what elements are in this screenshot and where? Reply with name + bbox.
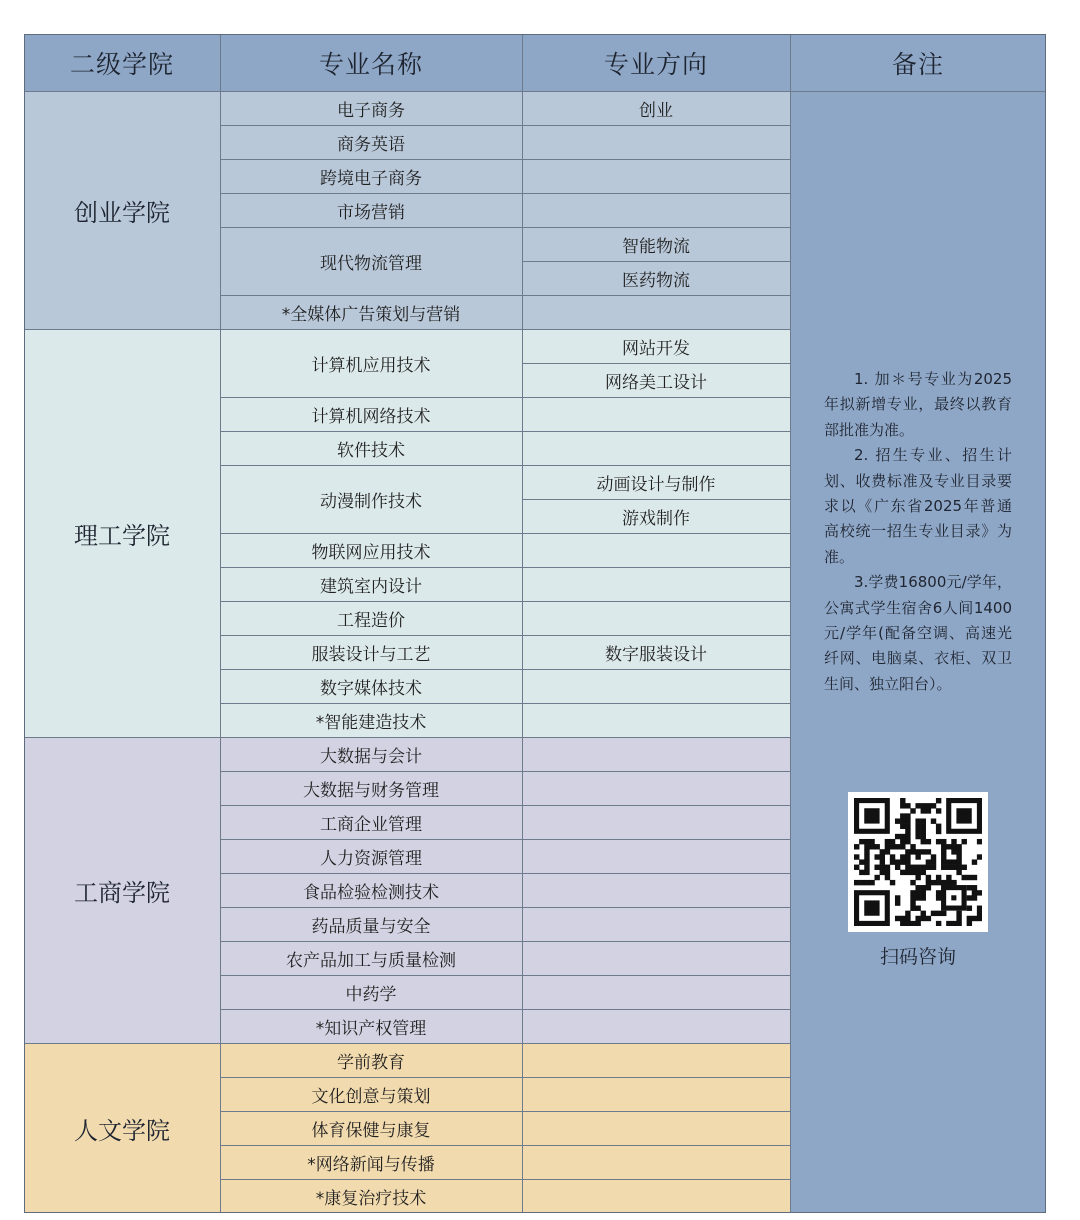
enrollment-table [24, 34, 1046, 1213]
major-name-cell: 中药学 [220, 975, 522, 1009]
major-name-cell: 商务英语 [220, 125, 522, 159]
header-notes: 备注 [790, 34, 1046, 91]
major-name-cell: 现代物流管理 [220, 227, 522, 295]
direction-cell: 游戏制作 [522, 499, 790, 533]
college-name-cell: 创业学院 [24, 91, 220, 329]
direction-cell: 网站开发 [522, 329, 790, 363]
header-direction: 专业方向 [522, 34, 790, 91]
major-name-cell: 计算机应用技术 [220, 329, 522, 397]
major-name-cell: *智能建造技术 [220, 703, 522, 737]
major-name-cell: 人力资源管理 [220, 839, 522, 873]
major-name-cell: 计算机网络技术 [220, 397, 522, 431]
major-name-cell: 大数据与财务管理 [220, 771, 522, 805]
major-name-cell: *网络新闻与传播 [220, 1145, 522, 1179]
major-name-cell: 药品质量与安全 [220, 907, 522, 941]
major-name-cell: 工商企业管理 [220, 805, 522, 839]
direction-cell: 智能物流 [522, 227, 790, 261]
header-major: 专业名称 [220, 34, 522, 91]
major-name-cell: *知识产权管理 [220, 1009, 522, 1043]
direction-cell: 医药物流 [522, 261, 790, 295]
major-name-cell: 体育保健与康复 [220, 1111, 522, 1145]
major-name-cell: 农产品加工与质量检测 [220, 941, 522, 975]
major-name-cell: 数字媒体技术 [220, 669, 522, 703]
major-name-cell: 软件技术 [220, 431, 522, 465]
major-name-cell: 建筑室内设计 [220, 567, 522, 601]
note-item: 1. 加＊号专业为2025年拟新增专业，最终以教育部批准为准。 [824, 370, 1012, 439]
direction-cell: 动画设计与制作 [522, 465, 790, 499]
college-name-cell: 理工学院 [24, 329, 220, 737]
major-name-cell: 跨境电子商务 [220, 159, 522, 193]
major-name-cell: 学前教育 [220, 1043, 522, 1077]
header-college: 二级学院 [24, 34, 220, 91]
major-name-cell: *康复治疗技术 [220, 1179, 522, 1213]
note-item: 3.学费16800元/学年，公寓式学生宿舍6人间1400元/学年(配备空调、高速光纤网、电脑桌、衣柜、双卫生间、独立阳台）。 [824, 573, 1012, 693]
qr-caption: 扫码咨询 [879, 946, 956, 969]
college-name-cell: 工商学院 [24, 737, 220, 1043]
major-name-cell: 工程造价 [220, 601, 522, 635]
major-name-cell: 食品检验检测技术 [220, 873, 522, 907]
note-item: 2. 招生专业、招生计划、收费标准及专业目录要求以《广东省2025年普通高校统一招生专业目录》为准。 [824, 446, 1012, 566]
major-name-cell: 文化创意与策划 [220, 1077, 522, 1111]
major-name-cell: 大数据与会计 [220, 737, 522, 771]
direction-cell: 网络美工设计 [522, 363, 790, 397]
table-border [24, 34, 1046, 1213]
direction-cell: 数字服装设计 [522, 635, 790, 669]
college-name-cell: 人文学院 [24, 1043, 220, 1213]
direction-cell: 创业 [522, 91, 790, 125]
major-name-cell: 动漫制作技术 [220, 465, 522, 533]
major-name-cell: 市场营销 [220, 193, 522, 227]
major-name-cell: 物联网应用技术 [220, 533, 522, 567]
major-name-cell: 服装设计与工艺 [220, 635, 522, 669]
major-name-cell: 电子商务 [220, 91, 522, 125]
major-name-cell: *全媒体广告策划与营销 [220, 295, 522, 329]
